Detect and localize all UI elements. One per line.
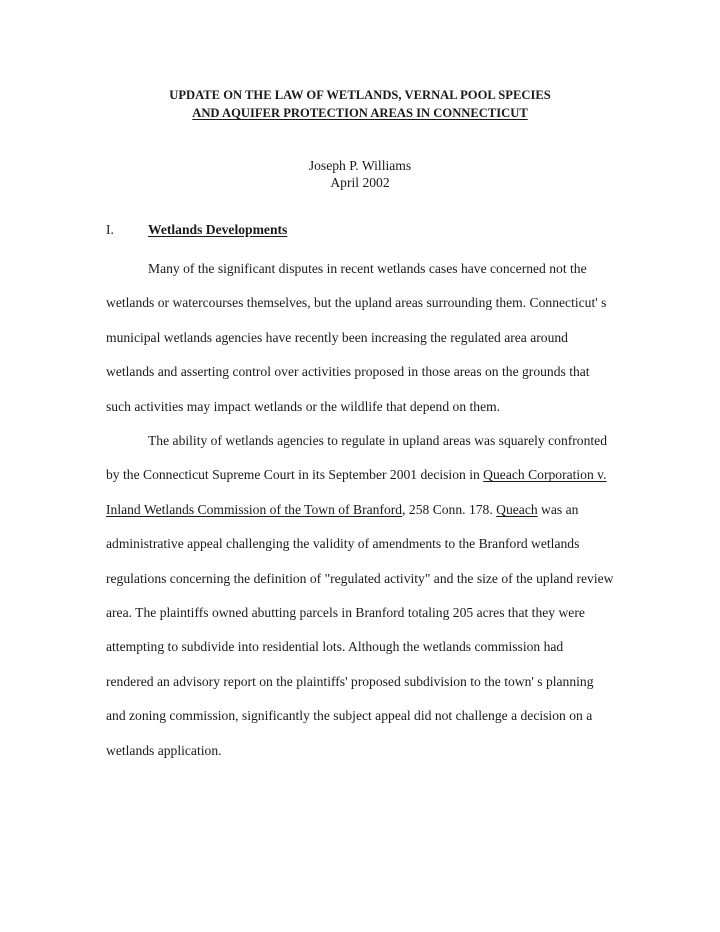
section-number: I. bbox=[106, 222, 114, 237]
section-heading: Wetlands Developments bbox=[148, 222, 288, 237]
case-citation-name: Queach Corporation v. Inland Wetlands Commission of the Town of Branford bbox=[106, 467, 607, 517]
paragraph-2-part-1: The ability of wetlands agencies to regulate in upland areas was squarely confronted by the Connecticut Supreme Court in its September 2001 decision in bbox=[106, 433, 608, 483]
document-body bbox=[106, 252, 614, 768]
case-short-name: Queach bbox=[496, 501, 538, 517]
paragraph-2 bbox=[106, 424, 614, 768]
paragraph-1: Many of the significant disputes in recent wetlands cases have concerned not the wetlands or watercourses themselves, but the upland areas surrounding them. Connecticut' s municipal wetlands agencies have recently been increasing the regulated area around wetlands and asserting control over activities proposed in those areas on the grounds that such activities may impact wetlands or the wildlife that depend on them. bbox=[106, 261, 607, 414]
title-line-1: UPDATE ON THE LAW OF WETLANDS, VERNAL POOL SPECIES bbox=[169, 88, 551, 102]
author-block bbox=[0, 157, 720, 191]
title-line-2: AND AQUIFER PROTECTION AREAS IN CONNECTICUT bbox=[192, 106, 528, 120]
document-title bbox=[0, 86, 720, 122]
document-date: April 2002 bbox=[330, 175, 390, 190]
author-name: Joseph P. Williams bbox=[308, 158, 412, 173]
paragraph-2-part-3: was an administrative appeal challenging the validity of amendments to the Branford wetlands regulations concerning the definition of "regulated activity" and the size of the upland review area. The plaintiffs owned abutting parcels in Branford totaling 205 acres that they were attempting to subdivide into residential lots. Although the wetlands commission had rendered an advisory report on the plaintiffs' proposed subdivision to the town' s planning and zoning commission, significantly the subject appeal did not challenge a decision on a wetlands application. bbox=[106, 501, 614, 758]
paragraph-2-part-2: , 258 Conn. 178. bbox=[402, 501, 497, 517]
